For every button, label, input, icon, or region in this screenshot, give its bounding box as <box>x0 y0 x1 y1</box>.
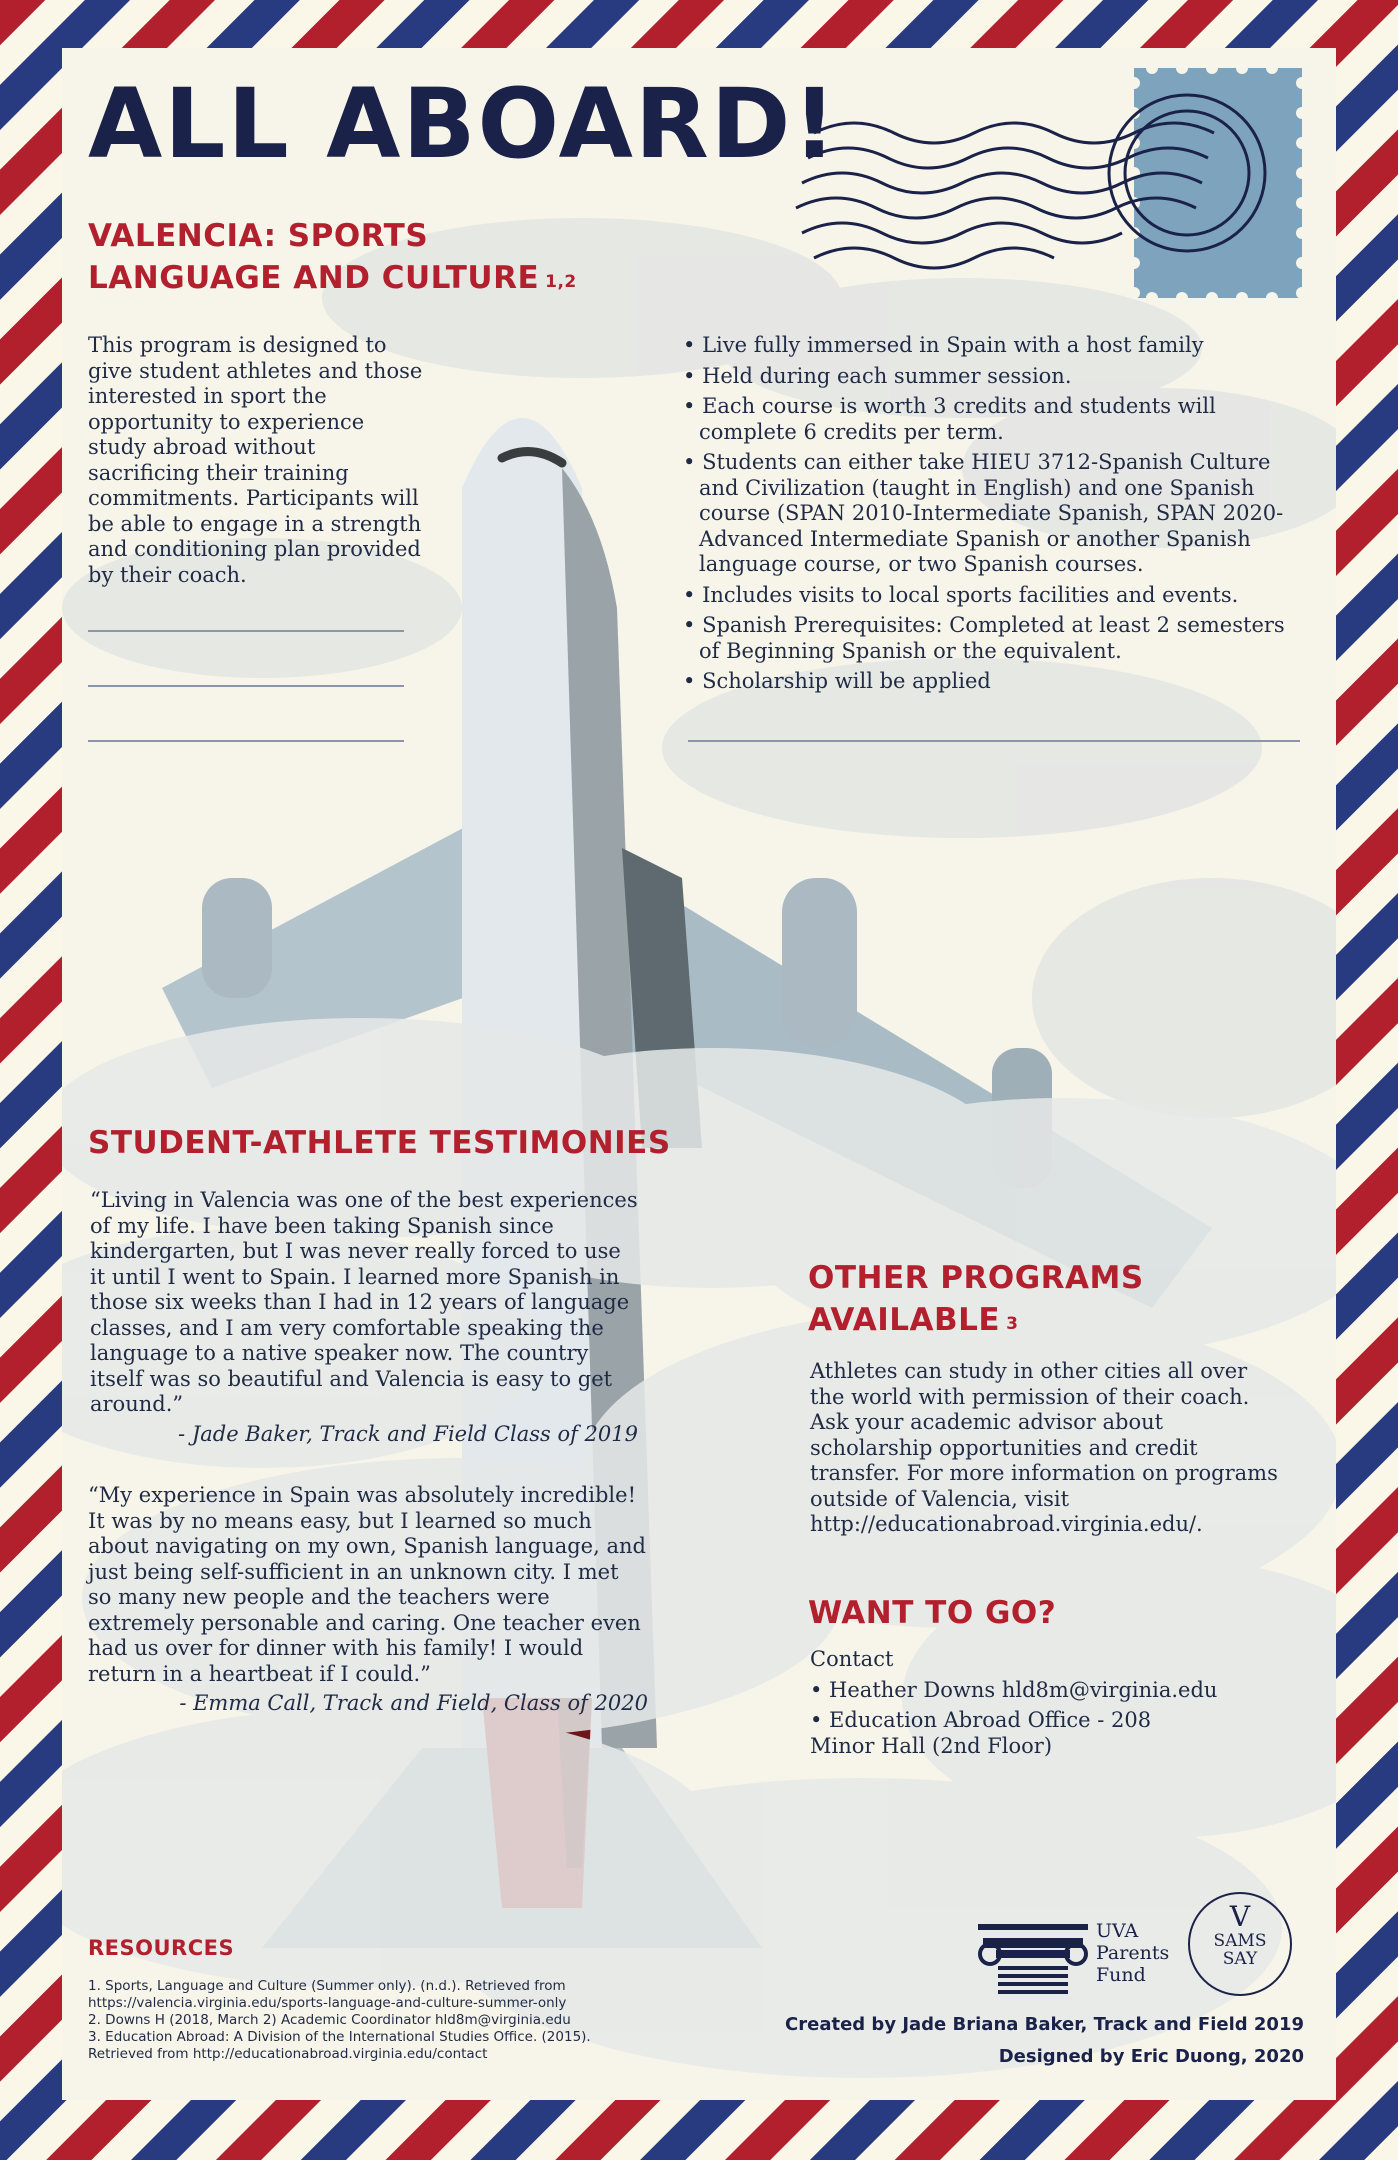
resource-item: 2. Downs H (2018, March 2) Academic Coordinator hld8m@virginia.edu <box>88 2012 571 2028</box>
list-item: • Students can either take HIEU 3712-Spanish Culture and Civilization (taught in English) and one Spanish course (SPAN 2010-Intermediate Spanish, SPAN 2020-Advanced Intermediate Spanish or another Spanish language course, or two Spanish courses. <box>683 450 1303 578</box>
testimony-author: - Emma Call, Track and Field, Class of 2020 <box>179 1691 648 1715</box>
program-heading-sup: 1,2 <box>545 272 577 292</box>
contact-email: • Heather Downs hld8m@virginia.edu <box>810 1677 1218 1702</box>
writing-line <box>88 630 404 632</box>
program-description: This program is designed to give student athletes and those interested in sport the opportunity to experience study abroad without sacrificing their training commitments. Participants will be able to engage in a strength and conditioning plan provided by their coach. <box>88 333 423 587</box>
page-title: ALL ABOARD! <box>88 68 839 180</box>
contact-block <box>810 1647 1270 1759</box>
uva-logo-line3: Fund <box>1096 1964 1146 1986</box>
list-item: • Spanish Prerequisites: Completed at least 2 semesters of Beginning Spanish or the equivalent. <box>683 613 1303 664</box>
program-details-list <box>683 333 1303 700</box>
uva-parents-fund-logo <box>978 1920 1168 2000</box>
testimony-quote: “My experience in Spain was absolutely incredible! It was by no means easy, but I learned so much about navigating on my own, Spanish language, and just being self-sufficient in an unknown city. I met so many new people and the teachers were extremely personable and caring. One teacher even had us over for dinner with his family! I would return in a heartbeat if I could.” <box>88 1483 646 1686</box>
writing-line <box>688 740 1300 742</box>
resources-heading: RESOURCES <box>88 1936 235 1960</box>
sams-logo-line1: SAMS <box>1213 1931 1267 1951</box>
sams-say-logo <box>1188 1892 1292 1996</box>
other-heading-sup: 3 <box>1006 1314 1019 1334</box>
column-capital-icon <box>978 1924 1088 1994</box>
program-heading-line1: VALENCIA: SPORTS <box>88 218 429 254</box>
testimony-author: - Jade Baker, Track and Field Class of 2019 <box>178 1421 638 1446</box>
other-programs-heading <box>808 1257 1308 1341</box>
testimony-quote: “Living in Valencia was one of the best experiences of my life. I have been taking Spanish since kindergarten, but I was never really forced to use it until I went to Spain. I learned more Spanish in those six weeks than I had in 12 years of language classes, and I am very comfortable speaking the language to a native speaker now. The country itself was so beautiful and Valencia is easy to get around.” <box>90 1188 638 1416</box>
writing-line <box>88 685 404 687</box>
contact-office: • Education Abroad Office - 208 Minor Hall (2nd Floor) <box>810 1708 1152 1758</box>
writing-line <box>88 740 404 742</box>
testimonies-heading: STUDENT-ATHLETE TESTIMONIES <box>88 1125 671 1161</box>
testimony-1 <box>90 1188 638 1447</box>
uva-logo-line2: Parents <box>1096 1942 1170 1964</box>
testimony-2 <box>88 1483 648 1717</box>
resource-item: 3. Education Abroad: A Division of the International Studies Office. (2015). Retrieved from http://educationabroad.virginia.edu/contact <box>88 2029 591 2062</box>
want-to-go-heading: WANT TO GO? <box>808 1595 1057 1631</box>
list-item: • Includes visits to local sports facilities and events. <box>683 583 1303 609</box>
other-heading-line1: OTHER PROGRAMS <box>808 1260 1144 1296</box>
sabre-v-icon: V <box>1229 1900 1251 1933</box>
program-heading <box>88 215 648 299</box>
contact-label: Contact <box>810 1647 894 1671</box>
credits <box>700 2009 1304 2073</box>
designed-by: Designed by Eric Duong, 2020 <box>998 2046 1304 2067</box>
list-item: • Scholarship will be applied <box>683 669 1303 695</box>
other-programs-text: Athletes can study in other cities all over the world with permission of their coach. Ask your academic advisor about scholarship opportunities and credit transfer. For more information on programs outside of Valencia, visit http://educationabroad.virginia.edu/. <box>810 1359 1278 1536</box>
program-heading-line2: LANGUAGE AND CULTURE <box>88 260 540 296</box>
resource-item: 1. Sports, Language and Culture (Summer only). (n.d.). Retrieved from https://valencia.virginia.edu/sports-language-and-culture-summer-only <box>88 1978 567 2011</box>
list-item: • Each course is worth 3 credits and students will complete 6 credits per term. <box>683 394 1303 445</box>
resources-list <box>88 1978 658 2063</box>
list-item: • Live fully immersed in Spain with a host family <box>683 333 1303 359</box>
created-by: Created by Jade Briana Baker, Track and Field 2019 <box>785 2014 1304 2035</box>
sams-logo-line2: SAY <box>1222 1949 1258 1969</box>
uva-logo-line1: UVA <box>1096 1920 1139 1942</box>
list-item: • Held during each summer session. <box>683 364 1303 390</box>
other-heading-line2: AVAILABLE <box>808 1302 1001 1338</box>
